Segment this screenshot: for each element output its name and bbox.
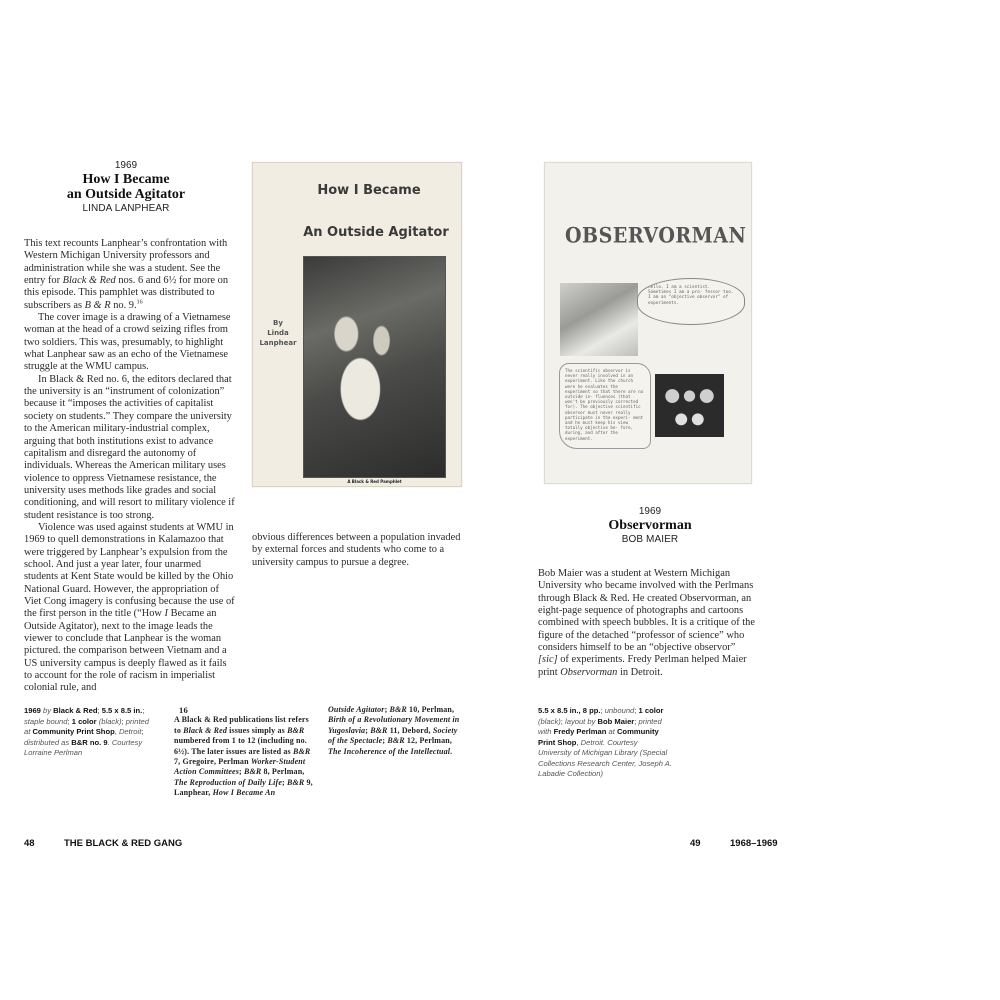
paragraph-2: The cover image is a drawing of a Vietnamese woman at the head of a crowd seizing rifles from two soldiers. This was, presumably, to highlight what Lanphear saw as an echo of the Vietnamese struggle at the WMU campus.: [24, 312, 231, 373]
entry-year: 1969: [114, 160, 138, 171]
speech-bubble: Hello. I am a scientist. Sometimes I am a pro- fessor too. I am an "objective observor" of experiments.: [637, 278, 745, 325]
paragraph-1: This text recounts Lanphear’s confrontation with Western Michigan University professors and administration while she was a student. See the entry for Black & Red nos. 6 and 6½ for more on this episode. This pamphlet was distributed to subscribers as B & R no. 9.16: [24, 238, 229, 311]
body-text-observorman: Bob Maier was a student at Western Michigan University who became involved with the Perlmans through Black & Red. He created Observorman, an eight-page sequence of photographs and cartoons combined with speech bubbles. It is a critique of the figure of the detached “professor of science” who considers himself to be an “objective observor” [sic] of experiments. Fredy Perlman helped Maier print Observorman in Detroit.: [538, 568, 755, 678]
body-text-how-i-became: [24, 238, 236, 695]
footnote-ref[interactable]: 16: [136, 299, 143, 306]
body-text-continued: obvious differences between a population invaded by external forces and students who come to a university campus to pursue a degree.: [252, 532, 461, 568]
cover-photo-scientist: [560, 283, 638, 356]
paragraph-3: In Black & Red no. 6, the editors declared that the university is an “instrument of colonization” because it “imposes the activities of capitalist society on students.” They compare the university to the American military-industrial complex, arguing that both institutions exist to advance capitalism and disregard the autonomy of individuals. Whereas the American military uses violence to oppress Vietnamese resistance, the university uses methods like grades and social conditioning, and will resort to military violence if student resistance is too strong.: [24, 373, 235, 521]
entry-title-line1: How I Became: [82, 172, 170, 187]
footnote-number: 16: [179, 705, 188, 715]
cover-photo-jars: [655, 374, 724, 437]
cover-byline: By Linda Lanphear: [259, 319, 297, 347]
footnote-16-col2: Outside Agitator; B&R 10, Perlman, Birth of a Revolutionary Movement in Yugoslavia; B&R 11, Debord, Society of the Spectacle; B&R 12, Perlman, The Incoherence of the Intellectual.: [328, 705, 460, 756]
running-head-right: 1968–1969: [730, 838, 778, 849]
paragraph-4: Violence was used against students at WMU in 1969 to quell demonstrations in Kalamazoo that were triggered by Lanphear’s expulsion from the school. And just a year later, four unarmed students at Kent State would be killed by the Ohio National Guard. However, the appropriation of Viet Cong imagery is confusing because the use of the first person in the title (“How I Became an Outside Agitator), next to the image leads the viewer to conclude that Lanphear is the woman pictured. the comparison between Vietnam and a US university campus is deeply flawed as it fails to account for the role of racism in imperialist colonial rule, and: [24, 521, 235, 694]
entry-author: BOB MAIER: [621, 534, 679, 545]
entry-header-how-i-became: [24, 160, 228, 215]
caption-observorman: 5.5 x 8.5 in., 8 pp.; unbound; 1 color (black); layout by Bob Maier; printed with Fredy Perlman at Community Print Shop, Detroit. Courtesy University of Michigan Library (Special Collections Research Center, Joseph A. Labadie Collection): [538, 706, 672, 778]
cover-observorman: [544, 162, 752, 484]
page-number-48: 48: [24, 838, 35, 849]
caption-how-i-became: 1969 by Black & Red; 5.5 x 8.5 in.; staple bound; 1 color (black); printed at Community Print Shop, Detroit; distributed as B&R no. 9. Courtesy Lorraine Perlman: [24, 706, 150, 757]
cover-photo: [303, 256, 446, 478]
entry-header-observorman: [548, 506, 752, 546]
cover-title-line1: How I Became: [317, 183, 421, 198]
cover-footer: A Black & Red Pamphlet: [347, 479, 402, 484]
running-head-left: THE BLACK & RED GANG: [64, 838, 183, 849]
page-number-49: 49: [690, 838, 701, 849]
entry-title: Observorman: [608, 518, 692, 533]
cover-title-line2: An Outside Agitator: [303, 225, 449, 240]
cover-title: OBSERVORMAN: [565, 223, 747, 249]
cover-how-i-became-an-outside-agitator: [252, 162, 462, 487]
entry-author: LINDA LANPHEAR: [82, 203, 170, 214]
entry-title-line2: an Outside Agitator: [66, 187, 186, 202]
text-box: The scientific observor is never really involved in an experiment. Like the church were he evaluates the experiment so that there are no outside in- fluences (that won't be previously corrected for). The objective scientific observor must never really participate in the experi- ment and he must keep his view totally objective be- fore, during, and after the experiment.: [559, 363, 651, 449]
footnote-16-col1: 16 A Black & Red publications list refers to Black & Red issues simply as B&R numbered from 1 to 12 (including no. 6½). The later issues are listed as B&R 7, Gregoire, Perlman Worker-Student Action Committees; B&R 8, Perlman, The Reproduction of Daily Life; B&R 9, Lanphear, How I Became An: [174, 705, 313, 798]
entry-year: 1969: [638, 506, 662, 517]
